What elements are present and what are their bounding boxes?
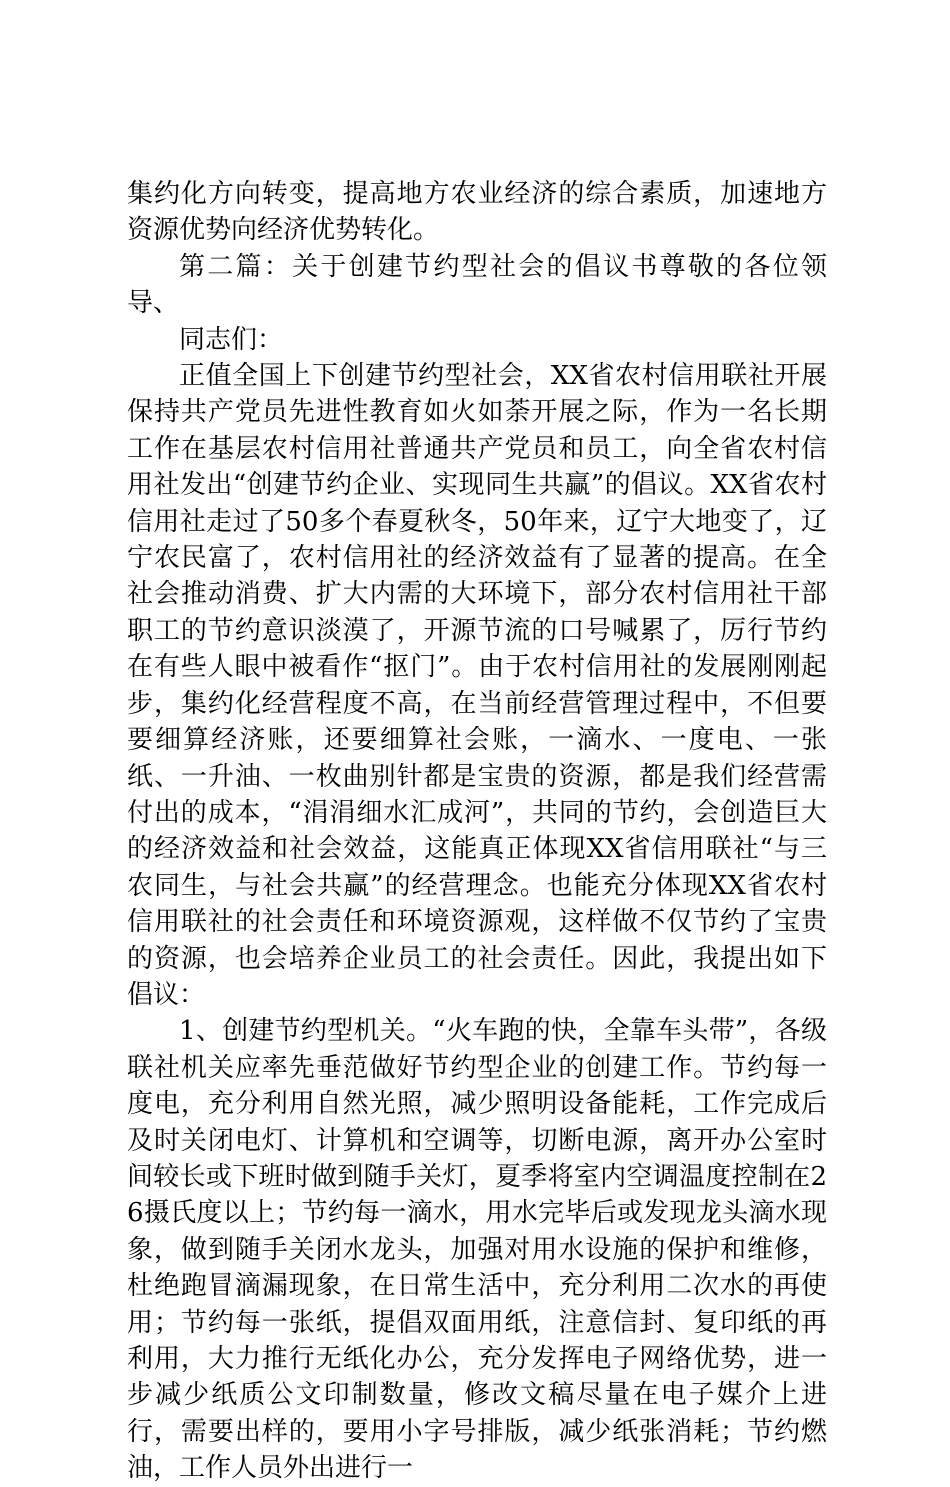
paragraph-salutation: 同志们： bbox=[179, 324, 284, 355]
paragraph-section-title: 第二篇：关于创建节约型社会的倡议书尊敬的各位领导、 bbox=[127, 251, 827, 319]
paragraph-proposal-1: 1、创建节约型机关。“火车跑的快，全靠车头带”，各级联社机关应率先垂范做好节约型企业的创建工作。节约每一度电，充分利用自然光照，减少照明设备能耗，工作完成后及时关闭电灯、计算机和空调等，切断电源，离开办公室时间较长或下班时做到随手关灯，夏季将室内空调温度控制在26摄氏度以上；节约每一滴水，用水完毕后或发现龙头滴水现象，做到随手关闭水龙头，加强对用水设施的保护和维修，杜绝跑冒滴漏现象，在日常生活中，充分利用二次水的再使用；节约每一张纸，提倡双面用纸，注意信封、复印纸的再利用，大力推行无纸化办公，充分发挥电子网络优势，进一步减少纸质公文印制数量，修改文稿尽量在电子媒介上进行，需要出样的，要用小字号排版，减少纸张消耗；节约燃油，工作人员外出进行一 bbox=[127, 1016, 827, 1484]
paragraph-continuation: 集约化方向转变，提高地方农业经济的综合素质，加速地方资源优势向经济优势转化。 bbox=[127, 179, 827, 246]
paragraph-body: 正值全国上下创建节约型社会，XX省农村信用联社开展保持共产党员先进性教育如火如荼开展之际，作为一名长期工作在基层农村信用社普通共产党员和员工，向全省农村信用社发出“创建节约企业、实现同生共赢”的倡议。XX省农村信用社走过了50多个春夏秋冬，50年来，辽宁大地变了，辽宁农民富了，农村信用社的经济效益有了显著的提高。在全社会推动消费、扩大内需的大环境下，部分农村信用社干部职工的节约意识淡漠了，开源节流的口号喊累了，厉行节约在有些人眼中被看作“抠门”。由于农村信用社的发展刚刚起步，集约化经营程度不高，在当前经营管理过程中，不但要要细算经济账，还要细算社会账，一滴水、一度电、一张纸、一升油、一枚曲别针都是宝贵的资源，都是我们经营需付出的成本，“涓涓细水汇成河”，共同的节约，会创造巨大的经济效益和社会效益，这能真正体现XX省信用联社“与三农同生，与社会共赢”的经营理念。也能充分体现XX省农村信用联社的社会责任和环境资源观，这样做不仅节约了宝贵的资源，也会培养企业员工的社会责任。因此，我提出如下倡议： bbox=[127, 361, 827, 1010]
document-body bbox=[127, 176, 827, 1487]
